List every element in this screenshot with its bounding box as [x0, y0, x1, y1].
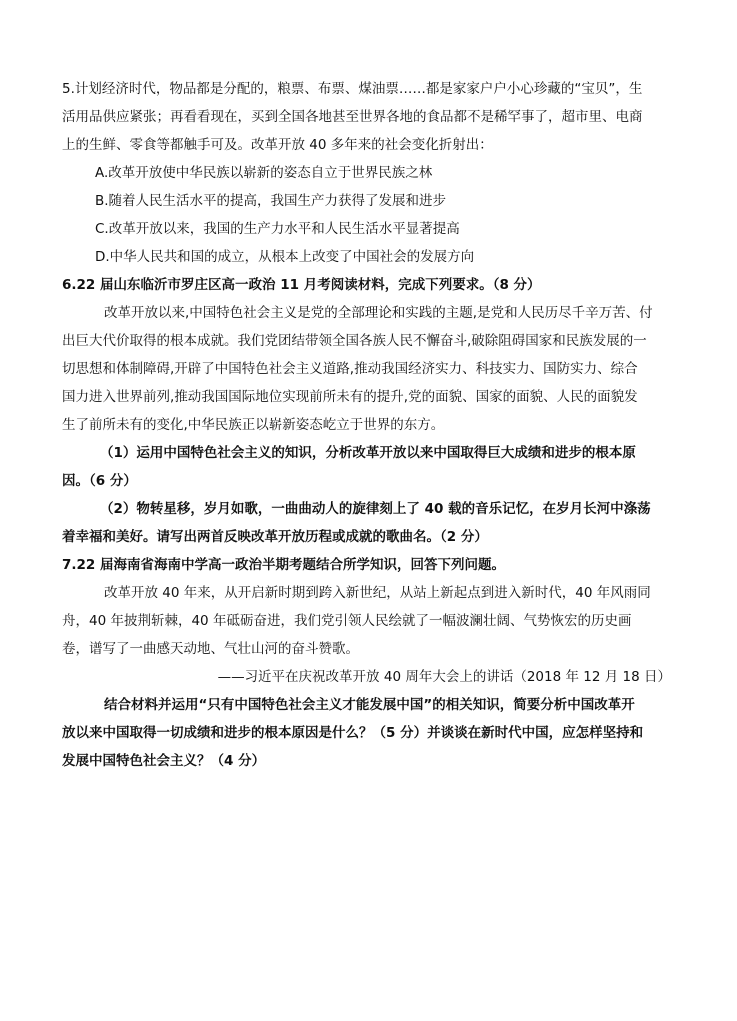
q5-stem-line-2: 活用品供应紧张；再看看现在，买到全国各地甚至世界各地的食品都不是稀罕事了，超市里、电商	[62, 109, 643, 125]
q6-sub1-line-2: 因。（6 分）	[62, 473, 137, 489]
q5-stem-line-3: 上的生鲜、零食等都触手可及。改革开放 40 多年来的社会变化折射出：	[62, 137, 493, 153]
q7-material-line-2: 舟，40 年披荆斩棘，40 年砥砺奋进，我们党引领人民绘就了一幅波澜壮阔、气势恢宏的历史画	[62, 613, 632, 629]
q5-option-c: C.改革开放以来，我国的生产力水平和人民生活水平显著提高	[95, 221, 460, 237]
q6-material-line-5: 生了前所未有的变化,中华民族正以崭新姿态屹立于世界的东方。	[62, 417, 445, 433]
q6-heading: 6.22 届山东临沂市罗庄区高一政治 11 月考阅读材料，完成下列要求。（8 分）	[62, 277, 541, 293]
q5-stem-line-1: 5.计划经济时代，物品都是分配的，粮票、布票、煤油票……都是家家户户小心珍藏的“宝贝”，生	[62, 81, 643, 97]
q6-material-line-1: 改革开放以来,中国特色社会主义是党的全部理论和实践的主题,是党和人民历尽千辛万苦、付	[104, 305, 653, 321]
q6-material-line-2: 出巨大代价取得的根本成就。我们党团结带领全国各族人民不懈奋斗,破除阻碍国家和民族发展的一	[62, 333, 647, 349]
q7-heading: 7.22 届海南省海南中学高一政治半期考题结合所学知识，回答下列问题。	[62, 557, 506, 573]
q7-source-citation: ——习近平在庆祝改革开放 40 周年大会上的讲话（2018 年 12 月 18 日）	[217, 669, 671, 685]
q5-option-a: A.改革开放使中华民族以崭新的姿态自立于世界民族之林	[95, 165, 433, 181]
q6-material-line-4: 国力进入世界前列,推动我国国际地位实现前所未有的提升,党的面貌、国家的面貌、人民的面貌发	[62, 389, 638, 405]
q6-sub2-line-2: 着幸福和美好。请写出两首反映改革开放历程或成就的歌曲名。（2 分）	[62, 529, 488, 545]
q6-sub2-line-1: （2）物转星移，岁月如歌，一曲曲动人的旋律刻上了 40 载的音乐记忆，在岁月长河中涤荡	[100, 501, 651, 517]
q7-question-line-3: 发展中国特色社会主义？（4 分）	[62, 753, 266, 769]
q6-sub1-line-1: （1）运用中国特色社会主义的知识，分析改革开放以来中国取得巨大成绩和进步的根本原	[100, 445, 636, 461]
q7-material-line-1: 改革开放 40 年来，从开启新时期到跨入新世纪，从站上新起点到进入新时代，40 年风雨同	[104, 585, 651, 601]
q5-option-b: B.随着人民生活水平的提高，我国生产力获得了发展和进步	[95, 193, 447, 209]
q6-material-line-3: 切思想和体制障碍,开辟了中国特色社会主义道路,推动我国经济实力、科技实力、国防实力、综合	[62, 361, 638, 377]
q7-question-line-1: 结合材料并运用“只有中国特色社会主义才能发展中国”的相关知识，简要分析中国改革开	[104, 697, 635, 713]
q5-option-d: D.中华人民共和国的成立，从根本上改变了中国社会的发展方向	[95, 249, 475, 265]
q7-question-line-2: 放以来中国取得一切成绩和进步的根本原因是什么？（5 分）并谈谈在新时代中国，应怎样坚持和	[62, 725, 644, 741]
q7-material-line-3: 卷，谱写了一曲感天动地、气壮山河的奋斗赞歌。	[62, 641, 359, 657]
